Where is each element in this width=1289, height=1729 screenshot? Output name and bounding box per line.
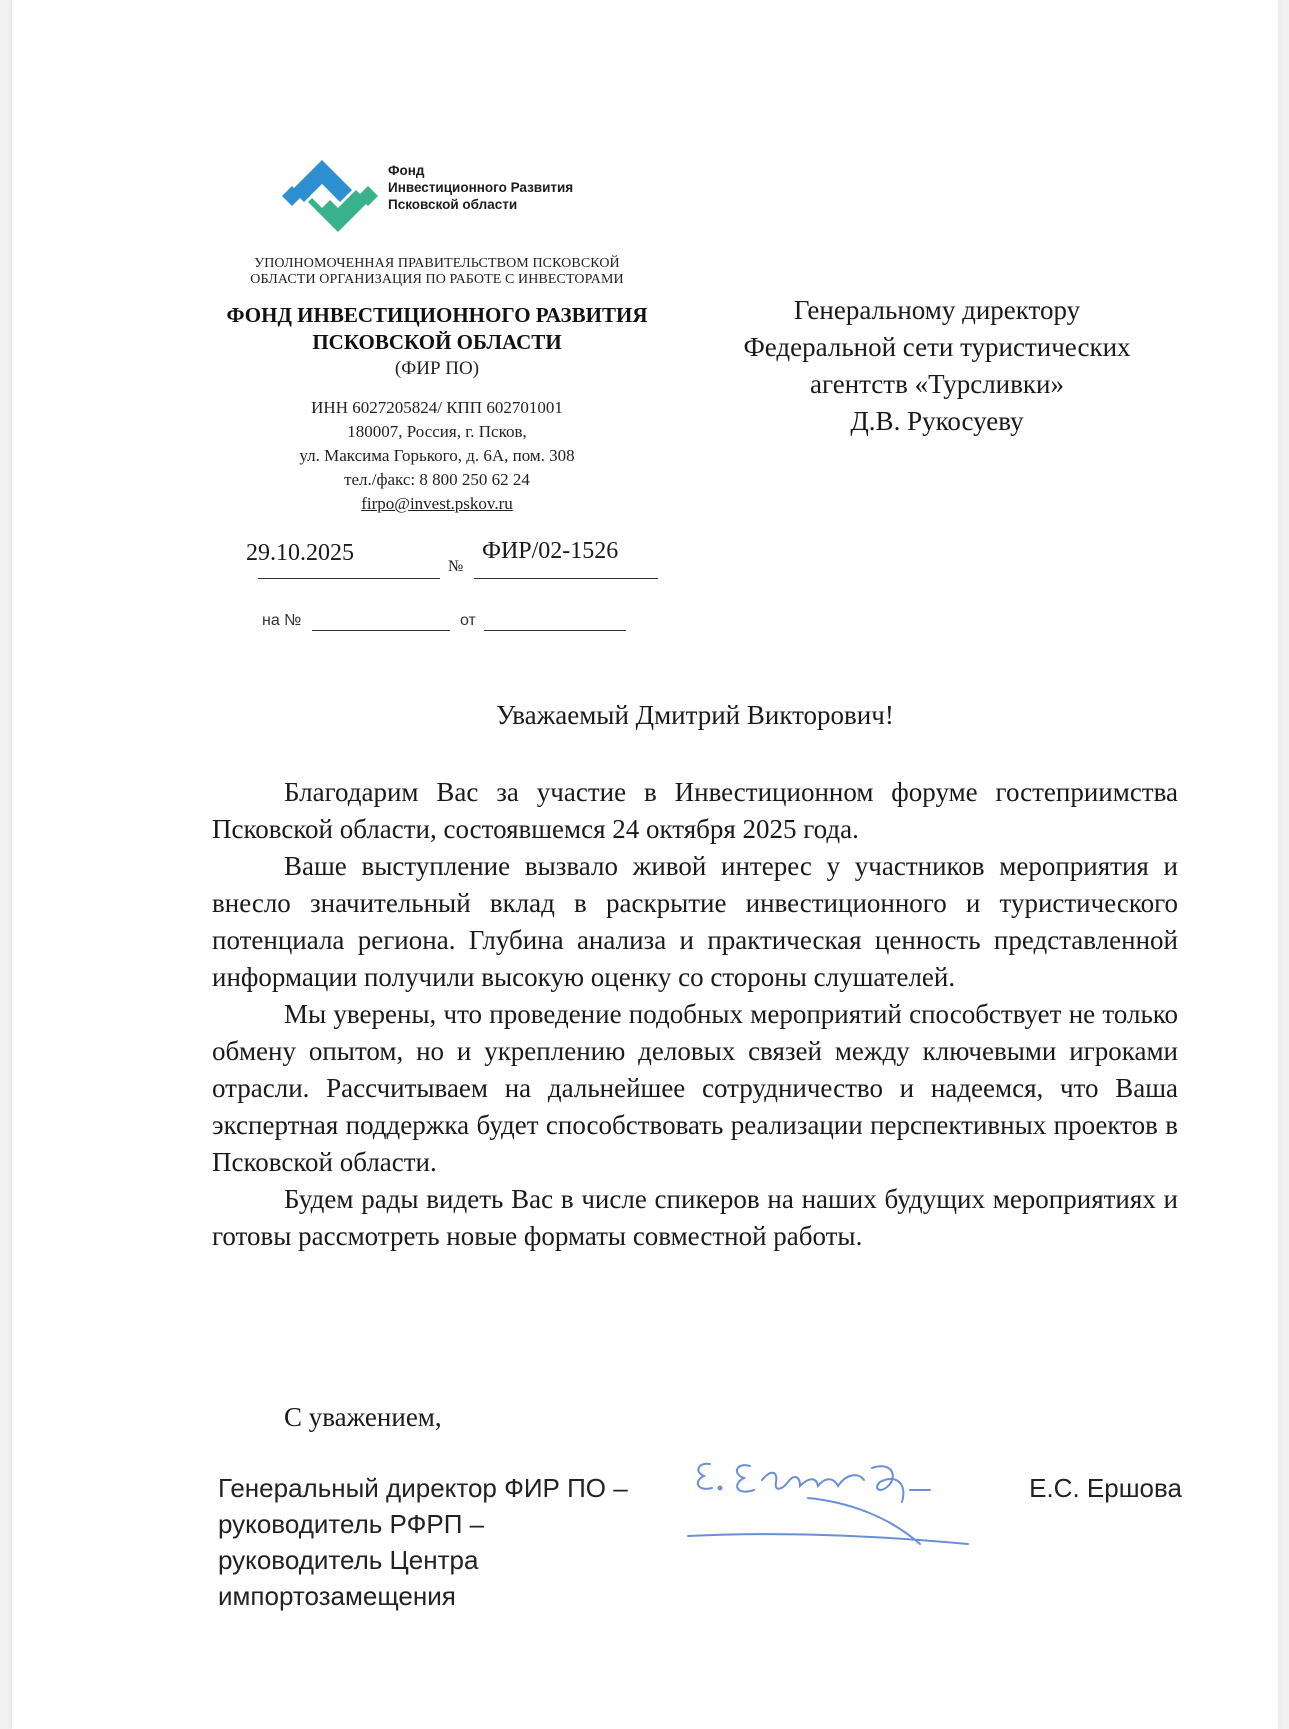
closing-phrase: С уважением,: [284, 1402, 442, 1432]
addressee: [702, 292, 1172, 440]
organization-details: [202, 256, 672, 516]
signer-title-line: руководитель Центра: [218, 1545, 479, 1575]
authorized-line: УПОЛНОМОЧЕННАЯ ПРАВИТЕЛЬСТВОМ ПСКОВСКОЙ: [254, 256, 620, 271]
email-link[interactable]: firpo@invest.pskov.ru: [361, 494, 513, 513]
letter-body: [212, 774, 1178, 1255]
phone: тел./факс: 8 800 250 62 24: [344, 470, 530, 489]
logo-text: [388, 162, 573, 213]
addressee-line: Д.В. Рукосуеву: [850, 406, 1024, 436]
body-paragraph: Мы уверены, что проведение подобных мероприятий способствует не только обмену опытом, но и укреплению деловых связей между ключевыми игроками отрасли. Рассчитываем на дальнейшее сотрудничество и надеемся, что Ваша экспертная поддержка будет способствовать реализации перспективных проектов в Псковской области.: [212, 999, 1178, 1177]
organization-name: [202, 302, 672, 356]
signature-block: [218, 1470, 1182, 1620]
handwritten-signature: [658, 1444, 998, 1564]
authorized-line: ОБЛАСТИ ОРГАНИЗАЦИЯ ПО РАБОТЕ С ИНВЕСТОРАМИ: [250, 272, 624, 287]
registration-date: 29.10.2025: [246, 540, 354, 566]
reference-date-label: от: [460, 612, 476, 629]
organization-abbreviation: (ФИР ПО): [394, 358, 480, 379]
body-paragraph: Благодарим Вас за участие в Инвестиционном форуме гостеприимства Псковской области, состоявшемся 24 октября 2025 года.: [212, 777, 1178, 844]
address-line: ул. Максима Горького, д. 6А, пом. 308: [299, 446, 575, 465]
addressee-line: Генеральному директору: [793, 295, 1081, 325]
reference-number-label: на №: [262, 612, 302, 629]
registration-number: ФИР/02-1526: [482, 538, 619, 564]
address-line: 180007, Россия, г. Псков,: [347, 422, 527, 441]
organization-requisites: [202, 396, 672, 516]
signer-title-line: импортозамещения: [218, 1581, 456, 1611]
logo-text-line: Инвестиционного Развития: [388, 180, 574, 195]
inn-kpp: ИНН 6027205824/ КПП 602701001: [311, 398, 563, 417]
organization-name-line: ФОНД ИНВЕСТИЦИОННОГО РАЗВИТИЯ: [226, 303, 648, 327]
reference-number-blank: [312, 630, 450, 631]
letter-sheet: [12, 0, 1278, 1729]
number-underline: [474, 578, 658, 579]
signer-name: Е.С. Ершова: [1029, 1473, 1182, 1503]
logo-text-line: Псковской области: [388, 197, 518, 212]
fund-logo-icon: [282, 158, 378, 234]
signer-title: [218, 1470, 678, 1614]
body-paragraph: Ваше выступление вызвало живой интерес у участников мероприятия и внесло значительный вклад в раскрытие инвестиционного и туристического потенциала региона. Глубина анализа и практическая ценность представленной информации получили высокую оценку со стороны слушателей.: [212, 851, 1178, 992]
registration-line: [244, 540, 664, 580]
signer-title-line: Генеральный директор ФИР ПО –: [218, 1473, 628, 1503]
letterhead-logo: [282, 158, 642, 238]
date-underline: [258, 578, 440, 579]
body-paragraph: Будем рады видеть Вас в числе спикеров на наших будущих мероприятиях и готовы рассмотреть новые форматы совместной работы.: [212, 1184, 1178, 1251]
number-sign: №: [448, 558, 464, 575]
signer-title-line: руководитель РФРП –: [218, 1509, 485, 1539]
addressee-line: Федеральной сети туристических: [743, 332, 1131, 362]
reference-line: [262, 612, 662, 636]
salutation: Уважаемый Дмитрий Викторович!: [496, 700, 894, 730]
addressee-line: агентств «Турсливки»: [810, 369, 1064, 399]
organization-name-line: ПСКОВСКОЙ ОБЛАСТИ: [312, 330, 562, 354]
authorized-organization-note: [202, 256, 672, 288]
logo-text-line: Фонд: [388, 163, 425, 178]
reference-date-blank: [484, 630, 626, 631]
